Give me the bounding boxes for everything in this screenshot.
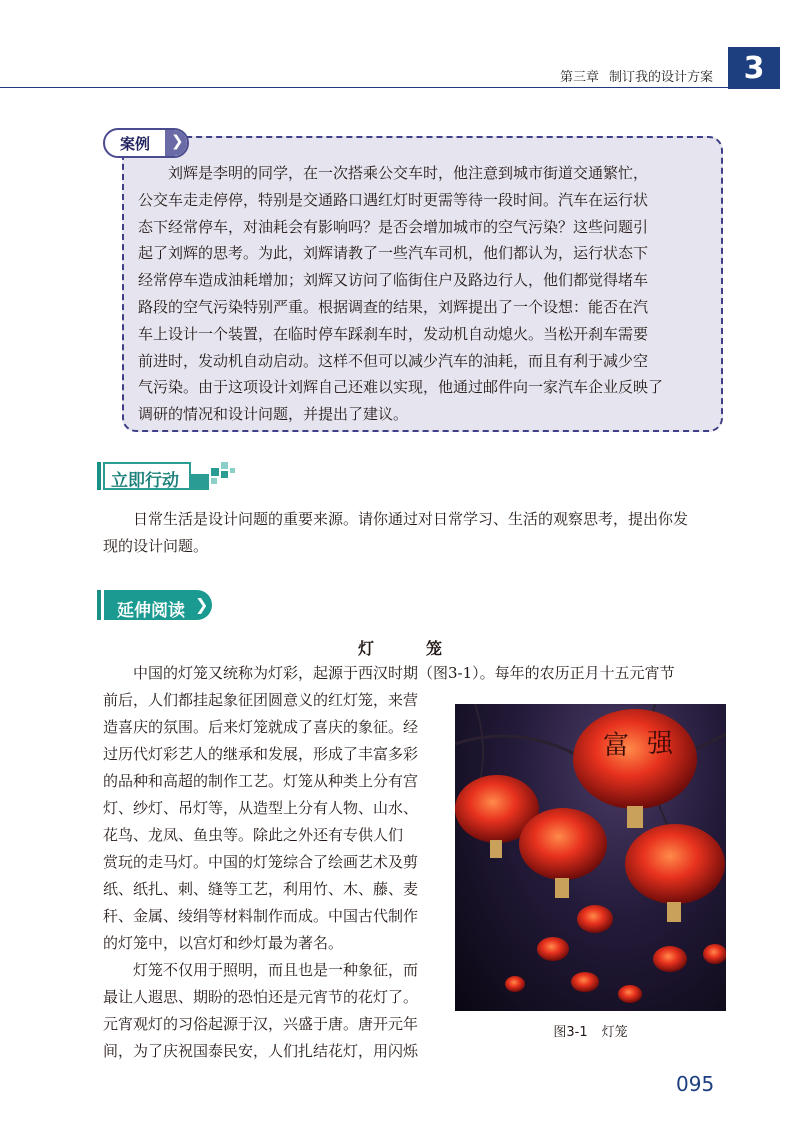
lantern (703, 944, 726, 964)
reading-heading-text: 延伸阅读 (117, 601, 185, 621)
action-heading-text: 立即行动 (111, 471, 179, 491)
case-line: 车上设计一个装置，在临时停车踩刹车时，发动机自动熄火。当松开刹车需要 (138, 324, 649, 343)
chevron-right-icon: ❯ (171, 132, 184, 150)
lantern (577, 905, 613, 933)
lantern (653, 946, 687, 972)
article-line: 最让人遐思、期盼的恐怕还是元宵节的花灯了。 (103, 988, 419, 1006)
pixel-squares-icon (191, 462, 235, 490)
case-paragraph (138, 160, 700, 428)
lantern (618, 985, 642, 1003)
figure-caption-text: 灯笼 (601, 1025, 628, 1040)
case-line: 起了刘辉的思考。为此，刘辉请教了一些汽车司机，他们都认为，运行状态下 (138, 244, 649, 263)
action-heading (97, 458, 237, 490)
article-line: 间，为了庆祝国泰民安，人们扎结花灯，用闪烁 (103, 1042, 419, 1060)
case-line: 调研的情况和设计问题，并提出了建议。 (138, 405, 409, 424)
article-line: 秆、金属、绫绢等材料制作而成。中国古代制作 (103, 907, 419, 925)
article-line: 纸、纸扎、刺、缝等工艺，利用竹、木、藤、麦 (103, 880, 419, 898)
lantern (519, 808, 607, 880)
action-line: 日常生活是设计问题的重要来源。请你通过对日常学习、生活的观察思考，提出你发 (133, 510, 689, 528)
article-line: 赏玩的走马灯。中国的灯笼综合了绘画艺术及剪 (103, 853, 419, 871)
header-rule (0, 87, 728, 88)
article-title: 灯 笼 (357, 639, 460, 658)
article-line: 花鸟、龙凤、鱼虫等。除此之外还有专供人们 (103, 826, 404, 844)
article-line: 元宵观灯的习俗起源于汉，兴盛于唐。唐开元年 (103, 1015, 419, 1033)
article-line: 灯、纱灯、吊灯等，从造型上分有人物、山水、 (103, 799, 419, 817)
case-line: 气污染。由于这项设计刘辉自己还难以实现，他通过邮件向一家汽车企业反映了 (138, 378, 664, 397)
chapter-label: 第三章 (559, 70, 599, 85)
lantern (573, 709, 697, 809)
case-line: 态下经常停车，对油耗会有影响吗？是否会增加城市的空气污染？这些问题引 (138, 217, 649, 236)
article-line: 过历代灯彩艺人的继承和发展，形成了丰富多彩 (103, 745, 419, 763)
article-line: 前后，人们都挂起象征团圆意义的红灯笼，来营 (103, 691, 419, 709)
article-line: 的品种和高超的制作工艺。灯笼从种类上分有宫 (103, 772, 419, 790)
lantern-char: 强 (647, 729, 674, 759)
chapter-title: 制订我的设计方案 (608, 70, 713, 85)
case-label-text: 案例 (120, 135, 151, 153)
article-line: 造喜庆的氛围。后来灯笼就成了喜庆的象征。经 (103, 718, 419, 736)
reading-heading (97, 588, 217, 622)
lantern (505, 976, 525, 992)
action-line: 现的设计问题。 (103, 537, 209, 555)
figure-number: 图3-1 (553, 1025, 588, 1040)
case-line: 经常停车造成油耗增加；刘辉又访问了临街住户及路边行人，他们都觉得堵车 (138, 271, 649, 290)
action-paragraph (103, 506, 723, 560)
case-line: 刘辉是李明的同学，在一次搭乘公交车时，他注意到城市街道交通繁忙， (168, 164, 649, 182)
chapter-number-tab: 3 (728, 47, 780, 89)
lantern (537, 937, 569, 961)
lantern-char: 富 (603, 731, 630, 761)
lantern-illustration (455, 704, 726, 1011)
case-line: 公交车走走停停，特别是交通路口遇红灯时更需等待一段时间。汽车在运行状 (138, 190, 649, 209)
case-label (103, 126, 191, 160)
lantern (625, 824, 725, 904)
article-line: 中国的灯笼又统称为灯彩，起源于西汉时期（图3-1）。每年的农历正月十五元宵节 (133, 664, 675, 682)
lantern-photo (455, 704, 726, 1011)
lantern (571, 972, 599, 992)
chevron-right-icon: ❯ (195, 595, 209, 614)
page-number: 095 (676, 1072, 715, 1096)
case-line: 路段的空气污染特别严重。根据调查的结果，刘辉提出了一个设想：能否在汽 (138, 297, 649, 316)
article-line: 灯笼不仅用于照明，而且也是一种象征，而 (133, 961, 419, 979)
case-line: 前进时，发动机自动启动。这样不但可以减少汽车的油耗，而且有利于减少空 (138, 351, 649, 370)
figure-caption (455, 1021, 726, 1040)
running-header (560, 66, 713, 85)
article-line: 的灯笼中，以宫灯和纱灯最为著名。 (103, 934, 344, 952)
